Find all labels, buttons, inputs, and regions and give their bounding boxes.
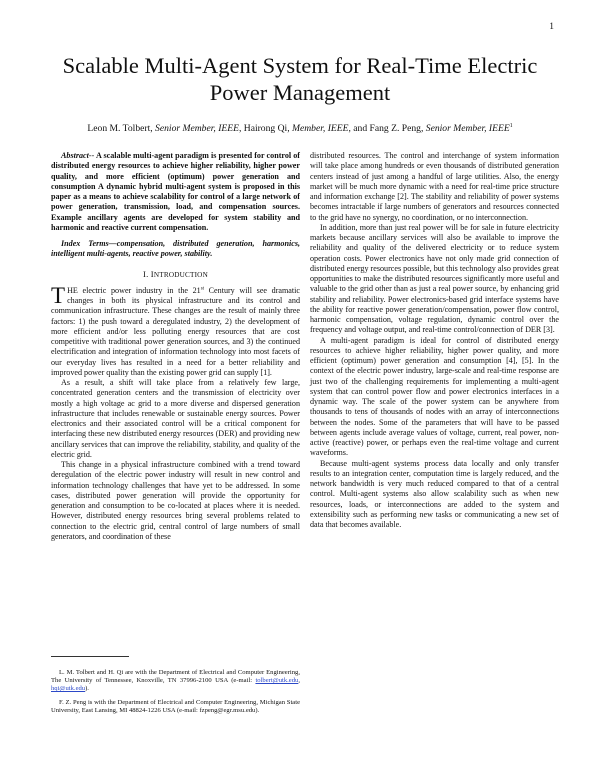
footnote-1-sep: ,	[298, 677, 300, 685]
email-link-qi[interactable]: hqi@utk.edu	[51, 685, 86, 693]
right-paragraph-2: In addition, more than just real power will be for sale in future electricity markets because ancillary services will also be available to improve the reliability and quality of the delivered electricity or to reduce system operation costs. Power electronics have not only made grid connection of distributed energy resources possible, but this technology also provides great opportunities to make the distributed resources significantly more useful and valuable to the grid other than as just a real power source, by enhancing grid stability and reliability. Power electronics-based grid interface systems have the ability for reactive power generation/compensation, power flow control, harmonic compensation, voltage regulation, dynamic control over the frequency and voltage output, and real-time control/connection of DER [3].	[310, 222, 559, 335]
right-paragraph-3: A multi-agent paradigm is ideal for control of distributed energy resources to achieve higher reliability, higher power quality, and more efficient (optimum) power generation and consumption [4], [5]. In the context of the electric power industry, large-scale and real-time response are just two of the challenging requirements for implementing a multi-agent system that can control power flow and power electronics interfaces in a dynamic way. The scale of the power system can be anywhere from thousands to tens of thousands of nodes with an array of interconnections between the nodes. Some of the parameters that will have to be passed between agents include average values of voltage, current, real power, non-active (reactive) power, or perhaps even the real-time voltage and current waveforms.	[310, 335, 559, 458]
paper-title: Scalable Multi-Agent System for Real-Time Electric Power Management	[62, 53, 538, 105]
email-link-tolbert[interactable]: tolbert@utk.edu	[255, 677, 299, 685]
intro-paragraph-3: This change in a physical infrastructure combined with a trend toward deregulation of the electric power industry will result in new control and information technology challenges that have yet to be addressed. In some cases, distributed power generation will provide the opportunity for generation and consumption to be co-located at places where it is needed. However, distributed energy resources bring several problems related to connection to the electric grid, central control of large numbers of small generators, and coordination of these	[51, 460, 300, 541]
footnote-rule	[51, 656, 129, 657]
right-paragraph-1: distributed resources. The control and interchange of system information will take place among hundreds or even thousands of distributed generation centers instead of just among a handful of large utilities. Also, the energy market will be much more dynamic with a need for real-time price structure and information exchange [2]. The stability and reliability of power systems becomes intractable if large numbers of generators and resources connected to the grid have no synergy, no coordination, or no interconnection.	[310, 151, 559, 222]
right-column	[310, 151, 559, 530]
author-2-role: Member, IEEE	[292, 123, 349, 134]
footnote-2: F. Z. Peng is with the Department of Electrical and Computer Engineering, Michigan State University, East Lansing, MI 48824-1226 USA (e-mail: fzpeng@egr.msu.edu).	[51, 698, 300, 714]
author-2-name: , Hairong Qi,	[238, 123, 290, 134]
intro-p1-start: HE electric power industry in the 21	[67, 285, 201, 295]
section-numeral: I.	[143, 268, 151, 279]
footnotes	[51, 656, 300, 720]
abstract-text: A scalable multi-agent paradigm is presented for control of distributed energy resources to achieve higher reliability, higher power quality, and more efficient (optimum) power generation and consumption A dynamic hybrid multi-agent system is proposed in this paper as a means to achieve scalability for control of a large network of power generation, transmission, load, and compensation sources. Example ancillary agents are developed for system stability and harmonic and reactive current compensation.	[51, 151, 300, 232]
intro-paragraph-1	[51, 282, 300, 378]
footnote-1	[51, 669, 300, 694]
section-rest: NTRODUCTION	[153, 270, 208, 279]
page-number: 1	[549, 22, 554, 32]
footnote-1-text: L. M. Tolbert and H. Qi are with the Department of Electrical and Computer Engineering, The University of Tennessee, Knoxville, TN 37996-2100 USA (e-mail:	[51, 669, 300, 685]
author-1-role: Senior Member, IEEE	[155, 123, 239, 134]
author-3-name: , and Fang Z. Peng,	[348, 123, 424, 134]
footnote-1-end: ).	[85, 685, 89, 693]
section-heading-introduction	[51, 269, 300, 280]
section-first-letter: I	[150, 268, 154, 279]
author-footnote-mark: 1	[509, 122, 513, 129]
intro-paragraph-2: As a result, a shift will take place from a relatively few large, concentrated generation centers and the transmission of electricity over mostly a high voltage ac grid to a more diverse and dispersed generation infrastructure that includes renewable or sustainable energy sources. Power electronics and their associated control will be a critical component for interfacing these new distributed energy resources (DER) and providing new ancillary services that can improve the reliability, stability, and quality of the electric grid.	[51, 378, 300, 459]
author-1-name: Leon M. Tolbert,	[87, 123, 153, 134]
author-line	[40, 123, 560, 134]
left-column	[51, 151, 300, 542]
superscript-st: st	[200, 286, 204, 292]
index-terms: Index Terms—compensation, distributed generation, harmonics, intelligent multi-agents, reactive power, stability.	[51, 239, 300, 259]
drop-cap: T	[51, 282, 66, 308]
abstract-label: Abstract--	[61, 151, 95, 160]
intro-p1-rest: Century will see dramatic changes in both its physical infrastructure and its control and communication infrastructure. These changes are the result of mainly three factors: 1) the push toward a deregulated industry, 2) the development of more efficient and/or less polluting energy resources that are cost competitive with traditional power generation sources, and 3) the continued electrification and integration of information technology into most facets of our everyday lives has resulted in a need for a better reliability and improved power quality than the existing power grid can supply [1].	[51, 285, 300, 377]
author-3-role: Senior Member, IEEE	[425, 123, 510, 134]
abstract	[51, 151, 300, 233]
right-paragraph-4: Because multi-agent systems process data locally and only transfer results to an integration center, computation time is largely reduced, and the network bandwidth is very much reduced compared to that of a central control. Multi-agent systems also allow scalability such as when new resources, loads, or interconnections are added to the system and extensibility such as performing new tasks or communicating a new set of data that becomes available.	[310, 458, 559, 529]
